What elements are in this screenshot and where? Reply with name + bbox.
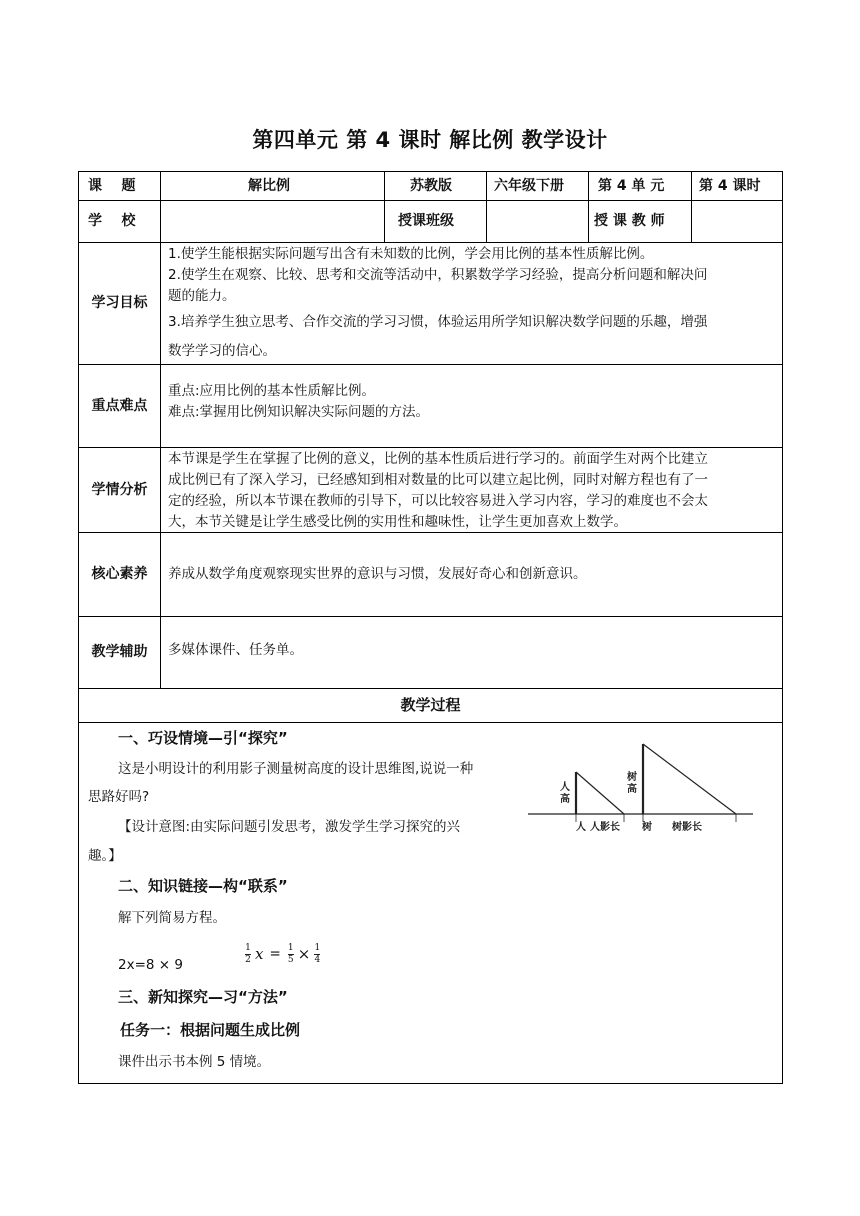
keypoint-line: 难点:掌握用比例知识解决实际问题的方法。 <box>168 404 430 420</box>
goal-line: 3.培养学生独立思考、合作交流的学习习惯，体验运用所学知识解决数学问题的乐趣，增强 <box>168 314 708 330</box>
section-one-text: 思路好吗? <box>88 789 150 805</box>
design-intent: 【设计意图:由实际问题引发思考，激发学生学习探究的兴 <box>118 819 461 835</box>
section-two-text: 解下列简易方程。 <box>118 910 226 926</box>
analysis-line: 大，本节关键是让学生感受比例的实用性和趣味性，让学生更加喜欢上数学。 <box>168 514 627 530</box>
equation-two: $\frac{1}{2}$ x = $\frac{1}{5}$ × $\frac{1}{4}$ <box>245 943 321 965</box>
tree-label: 树 <box>642 822 652 833</box>
school-label: 学 校 <box>88 213 136 229</box>
equation-one: 2x=8 × 9 <box>118 957 183 973</box>
unit-value: 第 4 单 元 <box>598 177 665 194</box>
page-title: 第四单元 第 4 课时 解比例 教学设计 <box>252 128 608 152</box>
goal-line: 2.使学生在观察、比较、思考和交流等活动中，积累数学学习经验，提高分析问题和解决问 <box>168 267 708 283</box>
school-value[interactable] <box>161 201 384 242</box>
person-label: 人 <box>576 822 586 833</box>
analysis-line: 本节课是学生在掌握了比例的意义，比例的基本性质后进行学习的。前面学生对两个比建立 <box>168 451 708 467</box>
analysis-content <box>168 449 780 533</box>
section-one-title: 一、巧设情境—引“探究” <box>118 729 288 747</box>
shadow-diagram <box>528 740 768 842</box>
literacy-label: 核心素养 <box>91 566 148 582</box>
section-two-title: 二、知识链接—构“联系” <box>118 877 288 895</box>
task-one-title: 任务一：根据问题生成比例 <box>120 1021 301 1039</box>
keypoint-line: 重点:应用比例的基本性质解比例。 <box>168 383 376 399</box>
goal-line: 数学学习的信心。 <box>168 343 276 359</box>
goals-content <box>168 244 780 362</box>
aids-label: 教学辅助 <box>91 644 148 660</box>
class-value[interactable] <box>487 201 588 242</box>
goals-label: 学习目标 <box>91 295 148 311</box>
design-intent: 趣。】 <box>88 848 122 864</box>
tree-height-label: 高 <box>627 784 637 795</box>
tree-height-label: 树 <box>627 772 637 783</box>
topic-value: 解比例 <box>248 177 290 194</box>
process-heading: 教学过程 <box>400 696 461 714</box>
grade-value: 六年级下册 <box>494 177 564 194</box>
teacher-label: 授 课 教 师 <box>594 213 665 229</box>
goal-line: 题的能力。 <box>168 288 236 304</box>
task-one-text: 课件出示书本例 5 情境。 <box>118 1054 271 1070</box>
goal-line: 1.使学生能根据实际问题写出含有未知数的比例，学会用比例的基本性质解比例。 <box>168 246 654 262</box>
person-height-label: 高 <box>560 794 570 805</box>
section-three-title: 三、新知探究—习“方法” <box>118 988 288 1006</box>
keypoints-content <box>168 381 780 423</box>
publisher-value: 苏教版 <box>410 177 452 194</box>
lesson-value: 第 4 课时 <box>699 177 761 194</box>
analysis-line: 成比例已有了深入学习，已经感知到相对数量的比可以建立起比例，同时对解方程也有了一 <box>168 472 708 488</box>
teacher-value[interactable] <box>692 201 782 242</box>
tree-shadow-label: 树影长 <box>672 822 702 833</box>
person-height-label: 人 <box>560 782 570 793</box>
aids-content: 多媒体课件、任务单。 <box>168 642 303 658</box>
keypoints-label: 重点难点 <box>91 397 148 414</box>
topic-label: 课 题 <box>88 177 136 194</box>
analysis-line: 定的经验，所以本节课在教师的引导下，可以比较容易进入学习内容，学习的难度也不会太 <box>168 493 708 509</box>
analysis-label: 学情分析 <box>91 481 148 498</box>
class-label: 授课班级 <box>398 213 454 229</box>
section-one-text: 这是小明设计的利用影子测量树高度的设计思维图,说说一种 <box>118 761 474 777</box>
literacy-content: 养成从数学角度观察现实世界的意识与习惯，发展好奇心和创新意识。 <box>168 566 587 582</box>
person-shadow-label: 人影长 <box>590 822 620 833</box>
